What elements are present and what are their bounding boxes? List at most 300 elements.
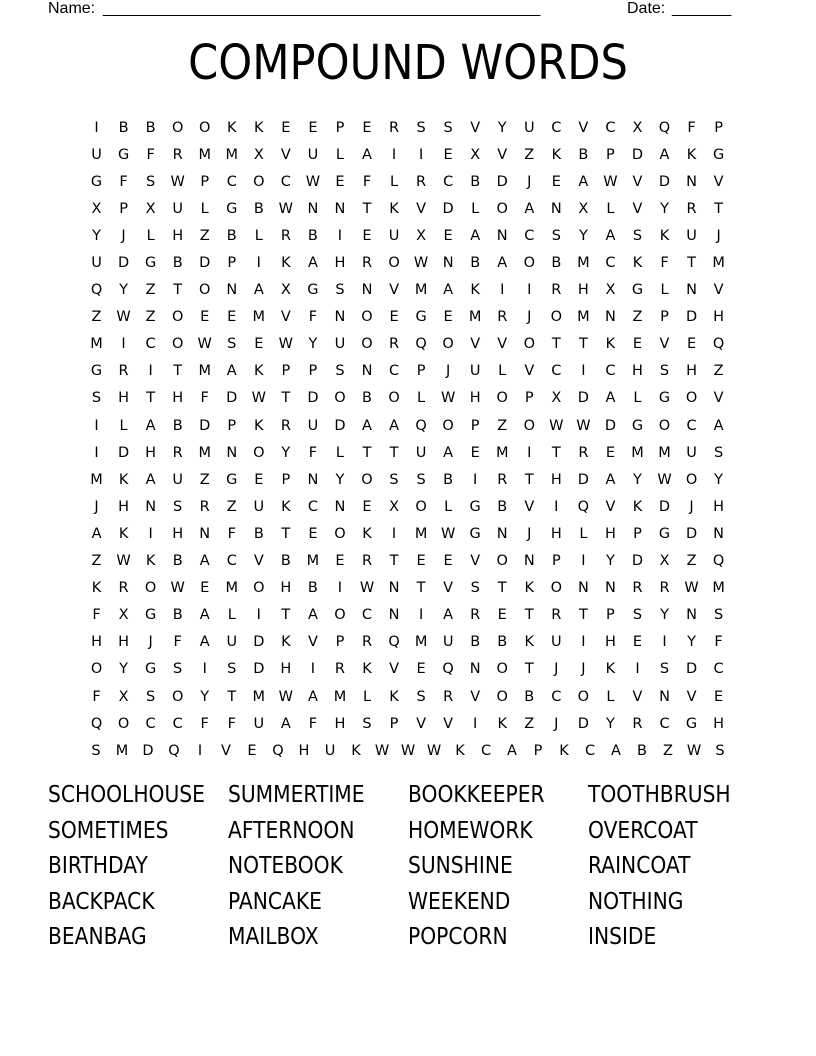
grid-letter[interactable]: F xyxy=(308,444,318,461)
grid-letter[interactable]: I xyxy=(473,471,478,488)
grid-letter[interactable]: E xyxy=(254,336,264,353)
grid-letter[interactable]: R xyxy=(118,363,129,380)
grid-letter[interactable]: N xyxy=(334,200,346,217)
grid-letter[interactable]: K xyxy=(254,417,264,434)
grid-letter[interactable]: M xyxy=(712,580,725,597)
grid-letter[interactable]: F xyxy=(687,119,696,136)
grid-letter[interactable]: A xyxy=(470,227,481,244)
grid-letter[interactable]: E xyxy=(416,553,426,570)
grid-letter[interactable]: T xyxy=(227,688,237,705)
grid-letter[interactable]: V xyxy=(470,688,481,705)
grid-letter[interactable]: W xyxy=(426,742,442,759)
grid-letter[interactable]: F xyxy=(200,715,209,732)
grid-letter[interactable]: S xyxy=(91,390,102,407)
grid-letter[interactable]: C xyxy=(480,742,492,759)
grid-letter[interactable]: N xyxy=(388,580,400,597)
grid-letter[interactable]: G xyxy=(712,146,725,163)
grid-letter[interactable]: O xyxy=(496,390,508,407)
grid-letter[interactable]: Y xyxy=(497,119,507,136)
grid-letter[interactable]: I xyxy=(202,661,207,678)
grid-letter[interactable]: E xyxy=(551,173,561,190)
grid-letter[interactable]: B xyxy=(497,634,508,651)
grid-letter[interactable]: F xyxy=(227,715,236,732)
grid-letter[interactable]: P xyxy=(335,634,345,651)
grid-letter[interactable]: N xyxy=(307,471,319,488)
grid-letter[interactable]: K xyxy=(145,553,156,570)
grid-letter[interactable]: N xyxy=(226,282,238,299)
grid-letter[interactable]: Q xyxy=(577,498,590,515)
grid-letter[interactable]: T xyxy=(389,444,399,461)
grid-letter[interactable]: T xyxy=(524,471,534,488)
grid-letter[interactable]: C xyxy=(659,715,670,732)
grid-letter[interactable]: P xyxy=(470,417,480,434)
grid-letter[interactable]: I xyxy=(581,363,586,380)
grid-letter[interactable]: D xyxy=(334,417,346,434)
grid-letter[interactable]: R xyxy=(632,715,643,732)
grid-letter[interactable]: M xyxy=(577,255,590,272)
grid-letter[interactable]: X xyxy=(389,498,399,515)
grid-letter[interactable]: U xyxy=(172,200,183,217)
grid-letter[interactable]: A xyxy=(578,173,589,190)
grid-letter[interactable]: I xyxy=(337,227,343,244)
grid-letter[interactable]: Q xyxy=(388,634,400,651)
grid-letter[interactable]: H xyxy=(280,661,292,678)
grid-letter[interactable]: K xyxy=(281,498,291,515)
grid-letter[interactable]: V xyxy=(497,146,508,163)
grid-letter[interactable]: L xyxy=(119,417,128,434)
grid-letter[interactable]: I xyxy=(418,607,424,624)
grid-letter[interactable]: R xyxy=(199,498,210,515)
grid-letter[interactable]: K xyxy=(362,525,372,542)
grid-letter[interactable]: S xyxy=(416,471,426,488)
grid-letter[interactable]: H xyxy=(713,309,725,326)
grid-letter[interactable]: H xyxy=(604,634,616,651)
grid-letter[interactable]: B xyxy=(307,227,318,244)
grid-letter[interactable]: P xyxy=(227,417,237,434)
grid-letter[interactable]: X xyxy=(551,390,562,407)
grid-letter[interactable]: Q xyxy=(415,336,427,353)
grid-letter[interactable]: W xyxy=(440,390,456,407)
grid-letter[interactable]: N xyxy=(496,227,508,244)
grid-letter[interactable]: R xyxy=(659,580,670,597)
grid-letter[interactable]: V xyxy=(253,553,264,570)
grid-letter[interactable]: P xyxy=(119,200,128,217)
grid-letter[interactable]: O xyxy=(550,309,563,326)
grid-letter[interactable]: E xyxy=(605,444,615,461)
grid-letter[interactable]: O xyxy=(361,336,373,353)
grid-letter[interactable]: S xyxy=(416,688,426,705)
grid-letter[interactable]: I xyxy=(581,634,586,651)
grid-letter[interactable]: C xyxy=(145,336,156,353)
grid-letter[interactable]: A xyxy=(145,471,156,488)
grid-letter[interactable]: F xyxy=(227,525,236,542)
grid-letter[interactable]: F xyxy=(92,607,101,624)
grid-letter[interactable]: V xyxy=(280,146,291,163)
grid-letter[interactable]: O xyxy=(361,471,373,488)
grid-letter[interactable]: W xyxy=(170,580,185,597)
grid-letter[interactable]: R xyxy=(172,146,183,163)
grid-letter[interactable]: O xyxy=(496,661,508,678)
grid-letter[interactable]: K xyxy=(254,119,264,136)
grid-letter[interactable]: P xyxy=(524,390,534,407)
grid-letter[interactable]: M xyxy=(306,553,320,570)
grid-letter[interactable]: N xyxy=(686,607,697,624)
grid-letter[interactable]: I xyxy=(94,444,99,461)
grid-letter[interactable]: G xyxy=(415,309,427,326)
grid-letter[interactable]: L xyxy=(498,363,507,380)
grid-letter[interactable]: O xyxy=(442,417,454,434)
grid-letter[interactable]: G xyxy=(307,282,319,299)
grid-letter[interactable]: K xyxy=(524,634,535,651)
grid-letter[interactable]: U xyxy=(469,363,481,380)
grid-letter[interactable]: G xyxy=(144,255,157,272)
grid-letter[interactable]: Z xyxy=(497,417,508,434)
grid-letter[interactable]: Z xyxy=(91,309,102,326)
grid-letter[interactable]: C xyxy=(145,715,156,732)
grid-letter[interactable]: E xyxy=(470,444,480,461)
grid-letter[interactable]: K xyxy=(362,661,372,678)
grid-letter[interactable]: S xyxy=(227,336,237,353)
grid-letter[interactable]: R xyxy=(118,580,129,597)
grid-letter[interactable]: Y xyxy=(660,200,669,217)
grid-letter[interactable]: C xyxy=(551,688,562,705)
grid-letter[interactable]: A xyxy=(605,390,616,407)
grid-letter[interactable]: J xyxy=(527,309,532,326)
grid-letter[interactable]: S xyxy=(713,444,724,461)
grid-letter[interactable]: E xyxy=(308,525,318,542)
grid-letter[interactable]: K xyxy=(605,336,616,353)
grid-letter[interactable]: K xyxy=(686,146,697,163)
grid-letter[interactable]: W xyxy=(278,688,294,705)
grid-letter[interactable]: C xyxy=(226,553,237,570)
grid-letter[interactable]: W xyxy=(116,553,131,570)
grid-letter[interactable]: A xyxy=(199,634,210,651)
grid-letter[interactable]: Z xyxy=(686,553,697,570)
grid-letter[interactable]: O xyxy=(253,444,265,461)
grid-letter[interactable]: G xyxy=(469,525,481,542)
grid-letter[interactable]: G xyxy=(469,498,481,515)
grid-letter[interactable]: S xyxy=(389,471,399,488)
grid-letter[interactable]: W xyxy=(400,742,416,759)
grid-letter[interactable]: J xyxy=(689,498,694,515)
grid-letter[interactable]: O xyxy=(415,498,427,515)
grid-letter[interactable]: I xyxy=(148,525,153,542)
grid-letter[interactable]: J xyxy=(527,173,532,190)
grid-letter[interactable]: Y xyxy=(605,553,615,570)
grid-letter[interactable]: O xyxy=(658,417,671,434)
grid-letter[interactable]: M xyxy=(495,444,509,461)
grid-letter[interactable]: V xyxy=(713,282,724,299)
grid-letter[interactable]: I xyxy=(662,634,667,651)
grid-letter[interactable]: G xyxy=(117,146,130,163)
grid-letter[interactable]: A xyxy=(362,146,372,163)
grid-letter[interactable]: M xyxy=(225,580,239,597)
grid-letter[interactable]: N xyxy=(442,255,454,272)
grid-letter[interactable]: H xyxy=(469,390,481,407)
grid-letter[interactable]: O xyxy=(144,580,157,597)
grid-letter[interactable]: Y xyxy=(660,607,669,624)
grid-letter[interactable]: Z xyxy=(145,309,156,326)
grid-letter[interactable]: Y xyxy=(281,444,291,461)
grid-letter[interactable]: S xyxy=(146,688,156,705)
grid-letter[interactable]: M xyxy=(414,525,428,542)
grid-letter[interactable]: U xyxy=(91,255,102,272)
grid-letter[interactable]: L xyxy=(389,173,399,190)
grid-letter[interactable]: O xyxy=(117,715,130,732)
grid-letter[interactable]: O xyxy=(334,607,346,624)
grid-letter[interactable]: O xyxy=(577,688,590,705)
grid-letter[interactable]: F xyxy=(660,255,669,272)
grid-letter[interactable]: X xyxy=(416,227,427,244)
grid-letter[interactable]: O xyxy=(361,309,373,326)
grid-letter[interactable]: N xyxy=(604,309,616,326)
grid-letter[interactable]: T xyxy=(362,444,372,461)
grid-letter[interactable]: K xyxy=(281,255,291,272)
grid-letter[interactable]: X xyxy=(91,200,102,217)
grid-letter[interactable]: M xyxy=(712,255,725,272)
grid-letter[interactable]: C xyxy=(388,363,400,380)
grid-letter[interactable]: V xyxy=(632,688,643,705)
grid-letter[interactable]: T xyxy=(551,444,561,461)
grid-letter[interactable]: H xyxy=(118,498,130,515)
grid-letter[interactable]: Q xyxy=(90,715,103,732)
grid-letter[interactable]: K xyxy=(91,580,102,597)
grid-letter[interactable]: J xyxy=(148,634,153,651)
grid-letter[interactable]: I xyxy=(527,444,532,461)
grid-letter[interactable]: Y xyxy=(92,227,101,244)
grid-letter[interactable]: D xyxy=(685,309,698,326)
grid-letter[interactable]: O xyxy=(253,173,265,190)
grid-letter[interactable]: F xyxy=(92,688,101,705)
grid-letter[interactable]: O xyxy=(334,390,346,407)
name-blank-line[interactable]: ____________________________________________________ xyxy=(103,0,540,17)
grid-letter[interactable]: L xyxy=(606,688,615,705)
grid-letter[interactable]: P xyxy=(660,309,669,326)
grid-letter[interactable]: A xyxy=(307,607,318,624)
grid-letter[interactable]: H xyxy=(172,525,184,542)
grid-letter[interactable]: X xyxy=(659,553,670,570)
grid-letter[interactable]: W xyxy=(278,200,294,217)
grid-letter[interactable]: R xyxy=(443,688,454,705)
grid-letter[interactable]: V xyxy=(713,390,724,407)
grid-letter[interactable]: K xyxy=(389,200,399,217)
grid-letter[interactable]: Q xyxy=(658,119,671,136)
grid-letter[interactable]: Y xyxy=(335,471,345,488)
grid-letter[interactable]: E xyxy=(362,119,372,136)
grid-letter[interactable]: V xyxy=(524,363,535,380)
grid-letter[interactable]: Z xyxy=(663,742,673,759)
grid-letter[interactable]: A xyxy=(611,742,621,759)
grid-letter[interactable]: W xyxy=(374,742,390,759)
grid-letter[interactable]: I xyxy=(391,146,397,163)
grid-letter[interactable]: V xyxy=(686,688,697,705)
grid-letter[interactable]: Z xyxy=(226,498,237,515)
grid-letter[interactable]: R xyxy=(361,255,373,272)
grid-letter[interactable]: C xyxy=(605,255,616,272)
grid-letter[interactable]: D xyxy=(577,471,589,488)
grid-letter[interactable]: V xyxy=(443,715,454,732)
grid-letter[interactable]: Z xyxy=(713,363,724,380)
grid-letter[interactable]: M xyxy=(252,309,266,326)
grid-letter[interactable]: L xyxy=(227,607,236,624)
grid-letter[interactable]: E xyxy=(443,227,453,244)
grid-letter[interactable]: L xyxy=(579,525,588,542)
grid-letter[interactable]: G xyxy=(90,363,103,380)
grid-letter[interactable]: U xyxy=(442,634,454,651)
grid-letter[interactable]: Y xyxy=(119,661,128,678)
grid-letter[interactable]: O xyxy=(523,417,535,434)
grid-letter[interactable]: R xyxy=(632,580,643,597)
grid-letter[interactable]: X xyxy=(118,688,129,705)
grid-letter[interactable]: E xyxy=(247,742,257,759)
grid-letter[interactable]: X xyxy=(145,200,156,217)
grid-letter[interactable]: H xyxy=(334,255,346,272)
grid-letter[interactable]: X xyxy=(118,607,129,624)
grid-letter[interactable]: K xyxy=(632,498,643,515)
grid-letter[interactable]: C xyxy=(226,173,237,190)
grid-letter[interactable]: U xyxy=(307,417,319,434)
grid-letter[interactable]: W xyxy=(305,173,321,190)
grid-letter[interactable]: E xyxy=(200,309,210,326)
grid-letter[interactable]: N xyxy=(713,525,725,542)
grid-letter[interactable]: P xyxy=(335,119,345,136)
grid-letter[interactable]: U xyxy=(253,715,265,732)
grid-letter[interactable]: W xyxy=(413,255,429,272)
grid-letter[interactable]: Y xyxy=(308,336,318,353)
grid-letter[interactable]: I xyxy=(310,661,316,678)
grid-letter[interactable]: O xyxy=(253,580,265,597)
grid-letter[interactable]: P xyxy=(200,173,210,190)
grid-letter[interactable]: B xyxy=(551,255,562,272)
grid-letter[interactable]: S xyxy=(91,742,101,759)
grid-letter[interactable]: G xyxy=(658,390,671,407)
grid-letter[interactable]: D xyxy=(685,661,698,678)
grid-letter[interactable]: K xyxy=(497,715,507,732)
grid-letter[interactable]: I xyxy=(527,282,532,299)
grid-letter[interactable]: U xyxy=(686,444,697,461)
grid-letter[interactable]: U xyxy=(91,146,102,163)
grid-letter[interactable]: X xyxy=(253,146,264,163)
grid-letter[interactable]: Z xyxy=(524,715,535,732)
grid-letter[interactable]: E xyxy=(281,119,291,136)
grid-letter[interactable]: R xyxy=(686,200,697,217)
grid-letter[interactable]: L xyxy=(417,390,426,407)
grid-letter[interactable]: R xyxy=(497,471,508,488)
grid-letter[interactable]: A xyxy=(253,282,264,299)
grid-letter[interactable]: U xyxy=(523,119,535,136)
grid-letter[interactable]: L xyxy=(362,688,372,705)
grid-letter[interactable]: U xyxy=(324,742,336,759)
grid-letter[interactable]: O xyxy=(442,336,454,353)
grid-letter[interactable]: V xyxy=(416,715,427,732)
grid-letter[interactable]: E xyxy=(389,309,399,326)
grid-letter[interactable]: A xyxy=(713,417,724,434)
grid-letter[interactable]: J xyxy=(554,661,559,678)
grid-letter[interactable]: K xyxy=(351,742,361,759)
grid-letter[interactable]: C xyxy=(686,417,697,434)
grid-letter[interactable]: Y xyxy=(633,471,642,488)
grid-letter[interactable]: D xyxy=(604,417,616,434)
grid-letter[interactable]: J xyxy=(121,227,126,244)
grid-letter[interactable]: J xyxy=(445,363,451,380)
grid-letter[interactable]: J xyxy=(527,525,532,542)
grid-letter[interactable]: B xyxy=(280,553,291,570)
grid-letter[interactable]: D xyxy=(199,417,211,434)
grid-letter[interactable]: B xyxy=(172,553,183,570)
grid-letter[interactable]: H xyxy=(632,363,643,380)
grid-letter[interactable]: A xyxy=(443,282,454,299)
grid-letter[interactable]: O xyxy=(685,390,698,407)
grid-letter[interactable]: I xyxy=(94,417,99,434)
grid-letter[interactable]: B xyxy=(524,688,535,705)
grid-letter[interactable]: I xyxy=(148,363,153,380)
grid-letter[interactable]: V xyxy=(713,173,724,190)
grid-letter[interactable]: S xyxy=(470,580,480,597)
grid-letter[interactable]: G xyxy=(685,715,698,732)
grid-letter[interactable]: Y xyxy=(714,471,724,488)
grid-letter[interactable]: W xyxy=(116,309,131,326)
grid-letter[interactable]: I xyxy=(500,282,505,299)
grid-letter[interactable]: N xyxy=(145,498,157,515)
grid-letter[interactable]: W xyxy=(657,471,672,488)
grid-letter[interactable]: B xyxy=(145,119,156,136)
grid-letter[interactable]: R xyxy=(551,282,562,299)
grid-letter[interactable]: D xyxy=(577,715,589,732)
grid-letter[interactable]: S xyxy=(146,173,156,190)
grid-letter[interactable]: H xyxy=(280,580,292,597)
grid-letter[interactable]: N xyxy=(469,661,481,678)
grid-letter[interactable]: Z xyxy=(145,282,156,299)
grid-letter[interactable]: S xyxy=(416,119,426,136)
grid-letter[interactable]: W xyxy=(576,417,591,434)
grid-letter[interactable]: Z xyxy=(632,309,643,326)
grid-letter[interactable]: W xyxy=(251,390,266,407)
grid-letter[interactable]: Q xyxy=(442,661,454,678)
grid-letter[interactable]: P xyxy=(416,363,426,380)
grid-letter[interactable]: C xyxy=(443,173,454,190)
grid-letter[interactable]: G xyxy=(144,661,157,678)
grid-letter[interactable]: G xyxy=(631,417,644,434)
grid-letter[interactable]: N xyxy=(496,525,508,542)
grid-letter[interactable]: X xyxy=(605,282,616,299)
grid-letter[interactable]: B xyxy=(172,255,183,272)
grid-letter[interactable]: R xyxy=(280,227,291,244)
grid-letter[interactable]: B xyxy=(637,742,647,759)
grid-letter[interactable]: L xyxy=(200,200,209,217)
grid-letter[interactable]: C xyxy=(713,661,724,678)
grid-letter[interactable]: P xyxy=(606,607,615,624)
grid-letter[interactable]: O xyxy=(171,309,184,326)
grid-letter[interactable]: I xyxy=(635,661,640,678)
grid-letter[interactable]: P xyxy=(606,146,615,163)
grid-letter[interactable]: R xyxy=(416,173,427,190)
grid-letter[interactable]: S xyxy=(551,227,561,244)
grid-letter[interactable]: L xyxy=(606,200,615,217)
grid-letter[interactable]: K xyxy=(254,363,264,380)
grid-letter[interactable]: D xyxy=(117,444,130,461)
grid-letter[interactable]: Y xyxy=(200,688,210,705)
grid-letter[interactable]: L xyxy=(471,200,480,217)
grid-letter[interactable]: V xyxy=(497,336,508,353)
grid-letter[interactable]: N xyxy=(361,282,373,299)
grid-letter[interactable]: J xyxy=(581,661,586,678)
grid-letter[interactable]: Q xyxy=(272,742,284,759)
grid-letter[interactable]: S xyxy=(362,715,372,732)
grid-letter[interactable]: N xyxy=(361,363,373,380)
grid-letter[interactable]: E xyxy=(632,336,643,353)
grid-letter[interactable]: K xyxy=(605,661,616,678)
grid-letter[interactable]: N xyxy=(659,688,670,705)
